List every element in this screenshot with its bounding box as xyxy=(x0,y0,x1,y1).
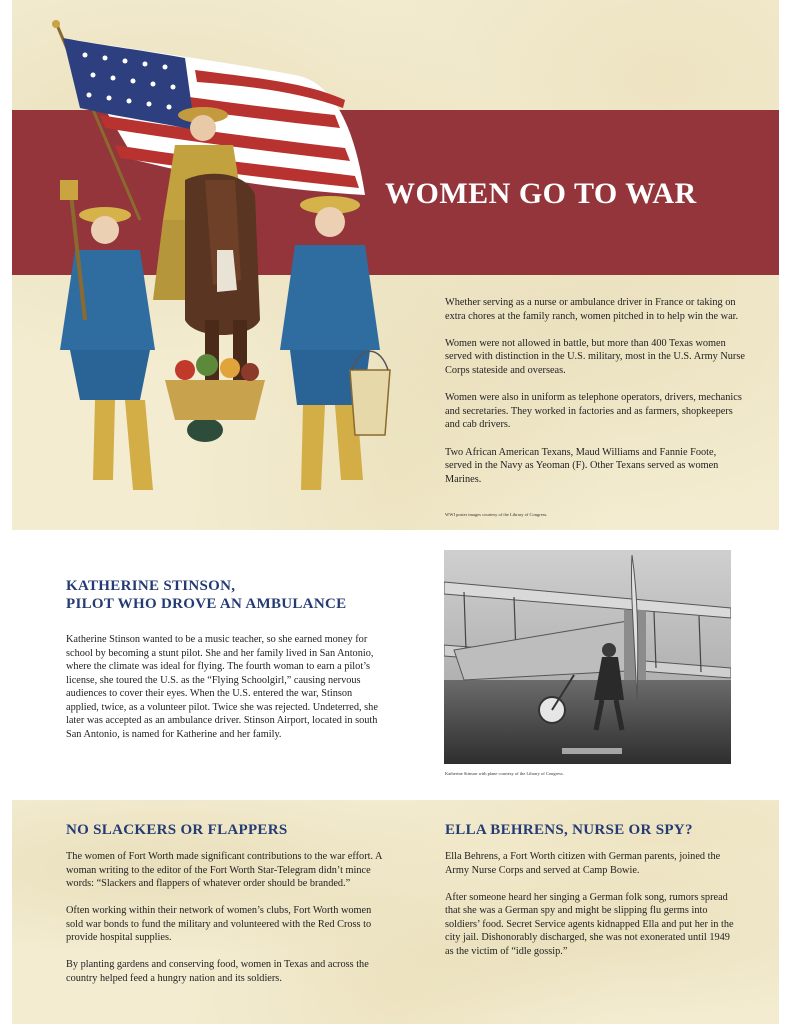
stinson-body xyxy=(66,633,384,755)
photo-caption: Katherine Stinson with plane courtesy of the Library of Congress. xyxy=(445,771,564,776)
stinson-plane-photo xyxy=(444,550,731,764)
page-title: WOMEN GO TO WAR xyxy=(385,177,697,210)
stinson-heading-line-2: PILOT WHO DROVE AN AMBULANCE xyxy=(66,596,347,612)
behrens-body xyxy=(445,850,735,972)
slackers-paragraph: The women of Fort Worth made significant contributions to the war effort. A woman writing to the editor of the Fort Worth Star-Telegram didn’t mince words: “Slackers and flappers of whatever order should be branded.” xyxy=(66,851,382,889)
intro-paragraph: Whether serving as a nurse or ambulance driver in France or taking on extra chores at the family ranch, women pitched in to help win the war. xyxy=(445,297,739,322)
slackers-heading: NO SLACKERS OR FLAPPERS xyxy=(66,822,288,838)
behrens-heading: ELLA BEHRENS, NURSE OR SPY? xyxy=(445,822,693,838)
wwi-poster-illustration xyxy=(45,20,405,510)
intro-paragraph: Two African American Texans, Maud Williams and Fannie Foote, served in the Navy as Yeoman (F). Other Texans served as women Marines. xyxy=(445,446,719,485)
intro-paragraph: Women were not allowed in battle, but more than 400 Texas women served with distinction in the U.S. military, most in the U.S. Army Nurse Corps stateside and overseas. xyxy=(445,337,745,376)
stinson-heading xyxy=(66,577,406,613)
behrens-paragraph: After someone heard her singing a German folk song, rumors spread that she was a German spy and might be slipping flu germs into soldiers’ food. Secret Service agents kidnapped Ella and put her in the city jail. Dishonorably discharged, she was not exonerated until 1949 as the victim of “idle gossip.” xyxy=(445,891,734,957)
slackers-paragraph: Often working within their network of women’s clubs, Fort Worth women sold war bonds to fund the military and volunteered with the Red Cross to provide hospital supplies. xyxy=(66,905,372,943)
behrens-paragraph: Ella Behrens, a Fort Worth citizen with German parents, joined the Army Nurse Corps and served at Camp Bowie. xyxy=(445,851,721,876)
intro-text xyxy=(445,296,745,500)
stinson-paragraph: Katherine Stinson wanted to be a music teacher, so she earned money for school by becoming a stunt pilot. She and her family lived in San Antonio, where the climate was ideal for flying. The fourth woman to earn a pilot’s license, she toured the U.S. as the “Flying Schoolgirl,” causing nervous audiences to cover their eyes. When the U.S. entered the war, Stinson applied, twice, as a volunteer pilot. Twice she was rejected. Undeterred, she later was accepted as an ambulance driver. Stinson Airport, located in south San Antonio, is named for Katherine and her family. xyxy=(66,634,378,740)
intro-paragraph: Women were also in uniform as telephone operators, drivers, mechanics and secretaries. They worked in factories and as farmers, shopkeepers and cab drivers. xyxy=(445,392,742,431)
slackers-body xyxy=(66,850,384,999)
poster-caption: WWI poster images courtesy of the Library of Congress. xyxy=(445,512,548,517)
slackers-paragraph: By planting gardens and conserving food, women in Texas and across the country helped feed a hungry nation and its soldiers. xyxy=(66,959,369,984)
stinson-heading-line-1: KATHERINE STINSON, xyxy=(66,578,236,594)
